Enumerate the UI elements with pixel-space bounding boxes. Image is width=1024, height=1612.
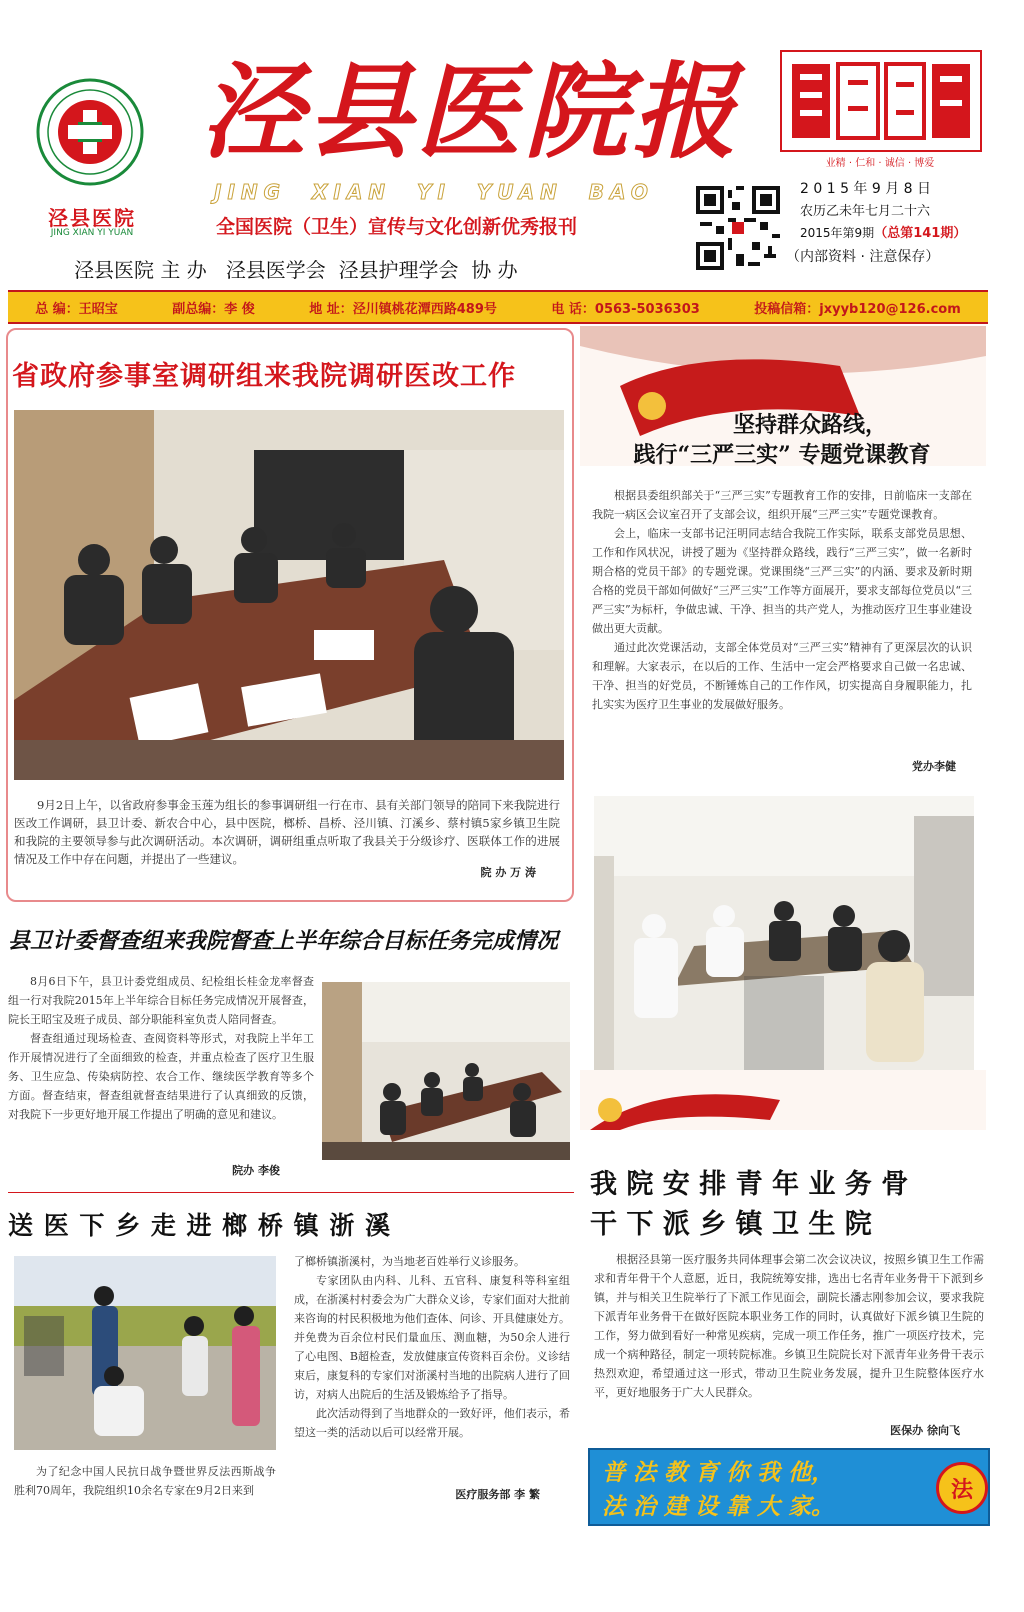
qr-code <box>696 186 780 270</box>
article-2-headline-line2: 践行“三严三实” 专题党课教育 <box>633 442 931 468</box>
internal-notice: （内部资料 · 注意保存） <box>786 249 940 265</box>
title-pinyin: JING XIAN YI YUAN BAO <box>214 180 654 204</box>
lunar-date: 农历乙未年七月二十六 <box>800 204 931 219</box>
info-bar <box>8 290 988 324</box>
article-3-byline: 院办 李俊 <box>232 1164 280 1177</box>
newspaper-title: 泾县医院报 <box>200 50 741 173</box>
inspection-photo <box>322 982 570 1160</box>
article-2-byline: 党办李健 <box>912 760 956 773</box>
address: 地 址：泾川镇桃花潭西路489号 <box>309 301 497 317</box>
article-2-paragraph: 会上，临床一支部书记汪明同志结合我院工作实际，联系支部党员思想、工作和作风状况，讲授了题为《坚持群众路线，践行“三严三实”，做一名新时期合格的党员干部》的专题党课。党课围绕“三严三实”的内涵、要求及新时期合格的党员干部如何做好“三严三实”工作等方面展开，要求支部每位党员以“三严三实”为标杆，争做忠诚、干净、担当的共产党人，为推动医疗卫生事业建设做出更大贡献。 <box>592 527 972 635</box>
article-5-paragraph: 了榔桥镇浙溪村，为当地老百姓举行义诊服务。 <box>294 1255 525 1268</box>
seal-motto: 业精 · 仁和 · 诚信 · 博爱 <box>825 158 935 169</box>
article-1-body <box>14 796 560 868</box>
article-4-body <box>594 1250 984 1402</box>
article-5-byline: 医疗服务部 李 繁 <box>455 1488 540 1501</box>
article-4-byline: 医保办 徐向飞 <box>890 1424 960 1437</box>
article-5-headline: 送 医 下 乡 走 进 榔 桥 镇 浙 溪 <box>8 1211 392 1240</box>
article-1-paragraph: 9月2日上午，以省政府参事金玉莲为组长的参事调研组一行在市、县有关部门领导的陪同下来我院进行医改工作调研，县卫计委、新农合中心，县中医院，榔桥、昌桥、泾川镇、汀溪乡、蔡村镇5家乡镇卫生院和我院的主要领导参与此次调研活动。本次调研，调研组重点听取了我县关于分级诊疗、医联体工作的进展情况及工作中存在问题，并提出了一些建议。 <box>14 798 560 866</box>
article-2-paragraph: 根据县委组织部关于“三严三实”专题教育工作的安排，日前临床一支部在我院一病区会议室召开了支部会议，组织开展“三严三实”专题党课教育。 <box>592 489 972 521</box>
tagline: 全国医院（卫生）宣传与文化创新优秀报刊 <box>216 216 578 238</box>
article-4-headline-line2: 干 下 派 乡 镇 卫 生 院 <box>590 1209 872 1240</box>
article-3-headline: 县卫计委督查组来我院督查上半年综合目标任务完成情况 <box>8 928 559 954</box>
submission-email: 投稿信箱：jxyyb120@126.com <box>754 301 961 317</box>
hospital-logo <box>36 78 144 186</box>
law-education-banner <box>588 1448 990 1526</box>
motto-seal <box>780 50 982 152</box>
banner-line-2: 法 治 建 设 靠 大 家。 <box>602 1493 835 1520</box>
issue-date: 2 0 1 5 年 9 月 8 日 <box>800 181 932 197</box>
article-4-headline-line1: 我 院 安 排 青 年 业 务 骨 <box>590 1169 909 1200</box>
article-1-byline: 院 办 万 涛 <box>480 866 536 879</box>
article-5-left-body <box>14 1462 276 1500</box>
deputy-editor: 副总编：李 俊 <box>172 301 255 317</box>
article-1-headline: 省政府参事室调研组来我院调研医改工作 <box>12 361 516 392</box>
phone: 电 话：0563-5036303 <box>551 301 700 317</box>
free-clinic-photo <box>14 1256 276 1450</box>
issue-number <box>800 222 1000 241</box>
article-2-body <box>592 486 972 714</box>
article-2-paragraph: 通过此次党课活动，支部全体党员对“三严三实”精神有了更深层次的认识和理解。大家表示，在以后的工作、生活中一定会严格要求自己做一名忠诚、干净、担当的好党员，不断锤炼自己的工作作风，切实提高自身履职能力，扎扎实实为医疗卫生事业的发展做好服务。 <box>592 641 972 711</box>
logo-name-en: JING XIAN YI YUAN <box>50 228 134 238</box>
party-flag-corner <box>580 1070 986 1130</box>
article-2-headline-line1: 坚持群众路线， <box>732 412 887 438</box>
article-5-paragraph: 此次活动得到了当地群众的一致好评，他们表示，希望这一类的活动以后可以经常开展。 <box>294 1407 570 1439</box>
banner-line-1: 普 法 教 育 你 我 他， <box>602 1459 835 1486</box>
editor-in-chief: 总 编：王昭宝 <box>35 301 118 317</box>
article-3-paragraph: 督查组通过现场检查、查阅资料等形式，对我院上半年工作开展情况进行了全面细致的检查，并重点检查了医疗卫生服务、卫生应急、传染病防控、农合工作、继续医学教育等多个方面。督查结束，督查组就督查结果进行了认真细致的反馈，对我院下一步更好地开展工作提出了明确的意见和建议。 <box>8 1032 314 1121</box>
meeting-photo <box>14 410 564 780</box>
article-4-paragraph: 根据泾县第一医疗服务共同体理事会第二次会议决议，按照乡镇卫生工作需求和青年骨干个人意愿，近日，我院统筹安排，选出七名青年业务骨干下派到乡镇，并与相关卫生院举行了下派工作见面会，副院长潘志刚参加会议，要求我院下派青年业务骨干在做好医院本职业务工作的同时，认真做好下派乡镇卫生院的工作，努力做到看好一种常见疾病，完成一项工作任务，推广一项医疗技术，完成一个病种路径，制定一项转院标准。乡镇卫生院院长对下派青年业务骨干表示热烈欢迎，希望通过这一形式，带动卫生院业务发展，提升卫生院整体医疗水平，更好地服务于广大人民群众。 <box>594 1253 984 1399</box>
article-5-paragraph: 专家团队由内科、儿科、五官科、康复科等科室组成，在浙溪村村委会为广大群众义诊，专家们面对大批前来咨询的村民积极地为他们查体、问诊、开具健康处方。并免费为百余位村民们量血压、测血糖，为50余人进行了心电图、B超检查，发放健康宣传资料百余份。义诊结束后，康复科的专家们对浙溪村当地的出院病人进行了回访，对病人出院后的生活及锻炼给予了指导。 <box>294 1274 570 1401</box>
law-badge-text: 法 <box>950 1477 973 1503</box>
article-3-body <box>8 972 314 1124</box>
logo-name-cn: 泾县医院 <box>48 206 136 230</box>
article-5-right-body <box>294 1252 570 1442</box>
issue-total: （总第141期） <box>874 226 967 241</box>
divider-line <box>8 1192 574 1193</box>
organizers: 泾县医院 主 办 泾县医学会 泾县护理学会 协 办 <box>74 258 518 282</box>
party-lesson-photo <box>594 796 974 1076</box>
article-5-paragraph: 为了纪念中国人民抗日战争暨世界反法西斯战争胜利70周年，我院组织10余名专家在9月2日来到 <box>14 1465 276 1497</box>
issue-number-text: 2015年第9期 <box>800 226 875 240</box>
law-badge <box>936 1462 988 1514</box>
article-3-paragraph: 8月6日下午，县卫计委党组成员、纪检组长桂金龙率督查组一行对我院2015年上半年综合目标任务完成情况开展督查，院长王昭宝及班子成员、部分职能科室负责人陪同督查。 <box>8 975 314 1026</box>
